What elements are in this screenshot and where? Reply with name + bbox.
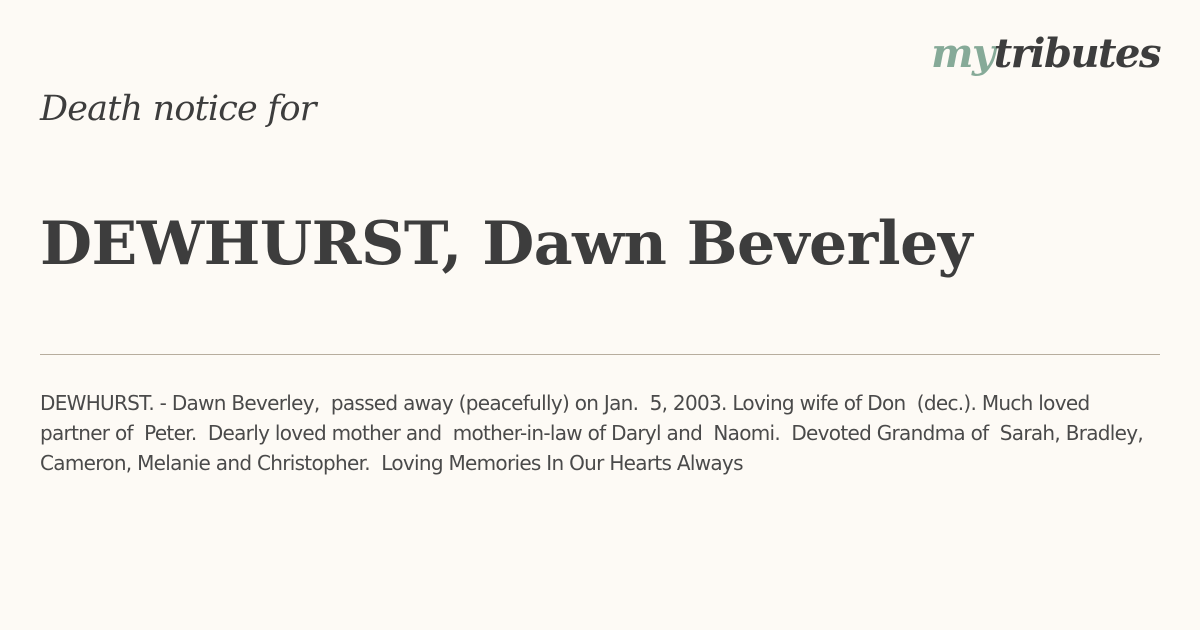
notice-body: DEWHURST. - Dawn Beverley, passed away (peacefully) on Jan. 5, 2003. Loving wife of Don (dec.). Much loved partner of Peter. Dearly loved mother and mother-in-law of Daryl and Naomi. Devoted Grandma of Sarah, Bradley, Cameron, Melanie and Christopher. Loving Memories In Our Hearts Always [40, 391, 1149, 475]
divider [40, 354, 1160, 355]
notice-heading: Death notice for [40, 89, 316, 129]
mytributes-logo[interactable] [931, 30, 1160, 77]
deceased-name: DEWHURST, Dawn Beverley [40, 209, 973, 279]
logo-my-text: my [931, 30, 994, 77]
logo-tributes-text: tributes [993, 30, 1160, 77]
